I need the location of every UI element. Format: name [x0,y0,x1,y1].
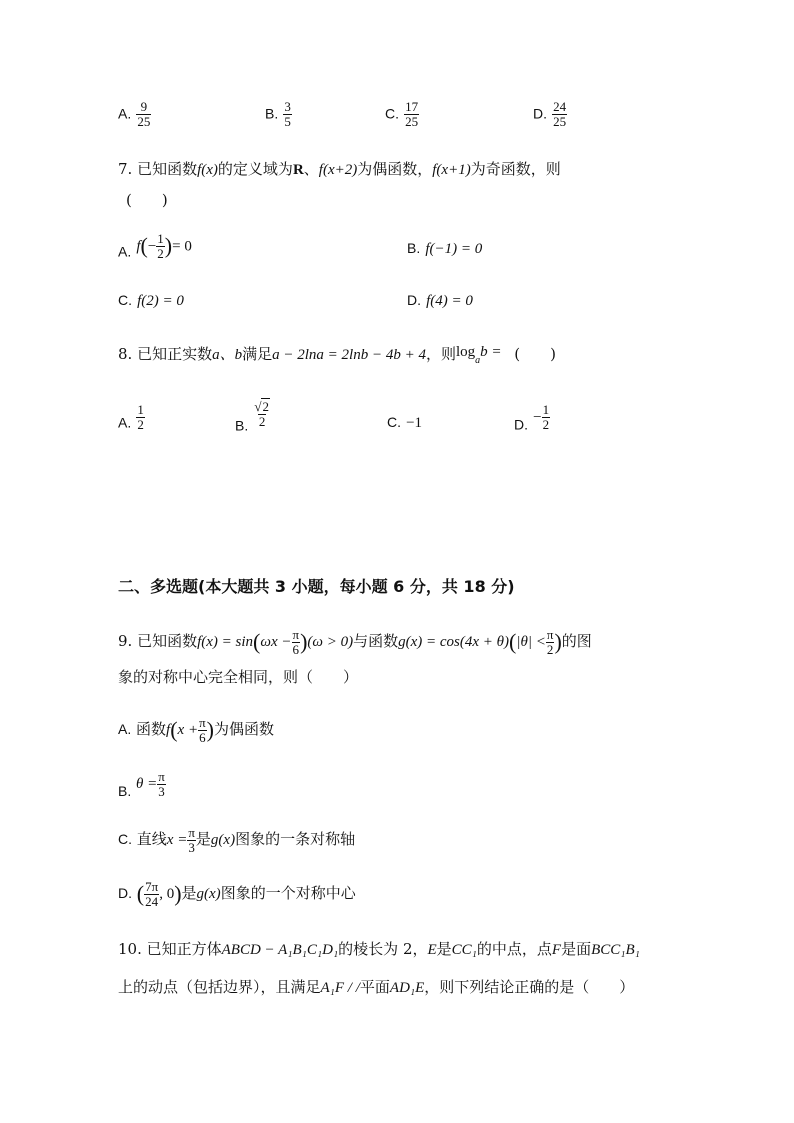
q8-option-b[interactable] [235,400,271,434]
fraction: $\frac{\pi}{2}$ [546,627,554,657]
q7-option-b[interactable]: B. f(−1) = 0 [407,240,483,257]
q6-option-b[interactable] [265,100,292,128]
fraction: $\frac{1}{2}$ [542,402,550,432]
option-letter: D. [407,292,421,308]
q7-option-d[interactable]: D. f(4) = 0 [407,292,473,309]
q9-stem: 9. 已知函数f(x) = sin(ωx − $\frac{\pi}{6}$ )(ω > 0)与函数g(x) = cos(4x + θ)(|θ| < $\frac{\pi}{2}$ )的图 [118,627,592,657]
option-letter: B. [118,783,132,800]
math-f-x-plus-1: f(x+1) [432,162,471,178]
q10-stem: 10. 已知正方体ABCD − A₁B₁C₁D₁的棱长为 2，E是CC₁的中点，点F是面BCC₁B₁ [118,940,640,958]
math-real-set: R [292,162,304,178]
q9-option-b[interactable]: B. θ = $\frac{\pi}{3}$ [118,769,165,800]
q8-option-a[interactable] [118,403,145,431]
option-letter: B. [235,417,249,434]
q10-stem-line2: 上的动点（包括边界），且满足A₁F / /平面AD₁E，则下列结论正确的是（ ） [118,978,635,996]
option-letter: A. [118,414,132,431]
option-letter: D. [118,885,132,902]
option-letter: C. [118,831,132,848]
option-letter: B. [265,105,279,122]
q6-option-d[interactable] [533,100,567,128]
q7-option-a[interactable]: A. f(− $\frac{1}{2}$ )= 0 [118,231,192,261]
fraction: $\frac{\pi}{6}$ [199,715,206,745]
fraction: $\frac{24}{25}$ [553,99,567,129]
option-letter: A. [118,105,132,122]
q8-option-c[interactable]: C. −1 [387,414,423,431]
option-letter: B. [407,240,421,256]
q9-option-a[interactable]: A. 函数f(x + $\frac{\pi}{6}$ )为偶函数 [118,715,274,745]
option-letter: D. [514,416,528,433]
fraction: $\frac{\pi}{3}$ [188,825,195,855]
fraction: $\frac{\pi}{6}$ [292,627,300,657]
right-paren: ) [164,233,173,259]
q8-option-d[interactable]: D. − $\frac{1}{2}$ [514,402,550,433]
q9-stem-line2: 象的对称中心完全相同，则（ ） [118,668,359,686]
q7-answer-paren: ( ) [126,191,168,209]
left-paren: ( [140,233,148,259]
option-letter: C. [118,292,132,308]
fraction: $\frac{1}{2}$ [137,402,144,432]
q6-option-c[interactable] [385,100,419,128]
fraction: $\frac{\pi}{3}$ [158,769,165,799]
fraction: $\frac{3}{5}$ [284,99,291,129]
sqrt-symbol: √2 [254,399,269,414]
q8-stem: 8. 已知正实数a、b满足a − 2lna = 2lnb − 4b + 4，则$\log_ab$ = ( ) [118,344,557,366]
option-letter: D. [533,105,547,122]
math-f-x-plus-2: f(x+2) [318,162,358,178]
q7-option-c[interactable]: C. f(2) = 0 [118,292,184,309]
section-heading: 二、多选题(本大题共 3 小题，每小题 6 分，共 18 分) [118,577,515,596]
fraction: $\frac{7\pi}{24}$ [145,879,159,909]
math-equation: a − 2lna = 2lnb − 4b + 4 [272,347,426,363]
option-letter: C. [387,414,401,430]
q9-option-d[interactable]: D. ( $\frac{7\pi}{24}$ , 0)是g(x)图象的一个对称中心 [118,879,356,909]
option-letter: C. [385,105,399,122]
q9-option-c[interactable]: C. 直线x = $\frac{\pi}{3}$ 是g(x)图象的一条对称轴 [118,825,356,855]
option-letter: A. [118,721,132,738]
fraction: $\frac{9}{25}$ [137,99,151,129]
option-letter: A. [118,243,132,260]
math-f-x: f(x) [197,162,218,178]
fraction: $\frac{1}{2}$ [157,231,164,261]
q6-option-a[interactable] [118,100,151,128]
fraction: $\frac{17}{25}$ [405,99,419,129]
fraction: $\frac{√2}{2}$ [254,399,269,429]
q7-stem: 7. 已知函数f(x)的定义域为R、f(x+2)为偶函数，f(x+1)为奇函数，则 [118,160,561,178]
